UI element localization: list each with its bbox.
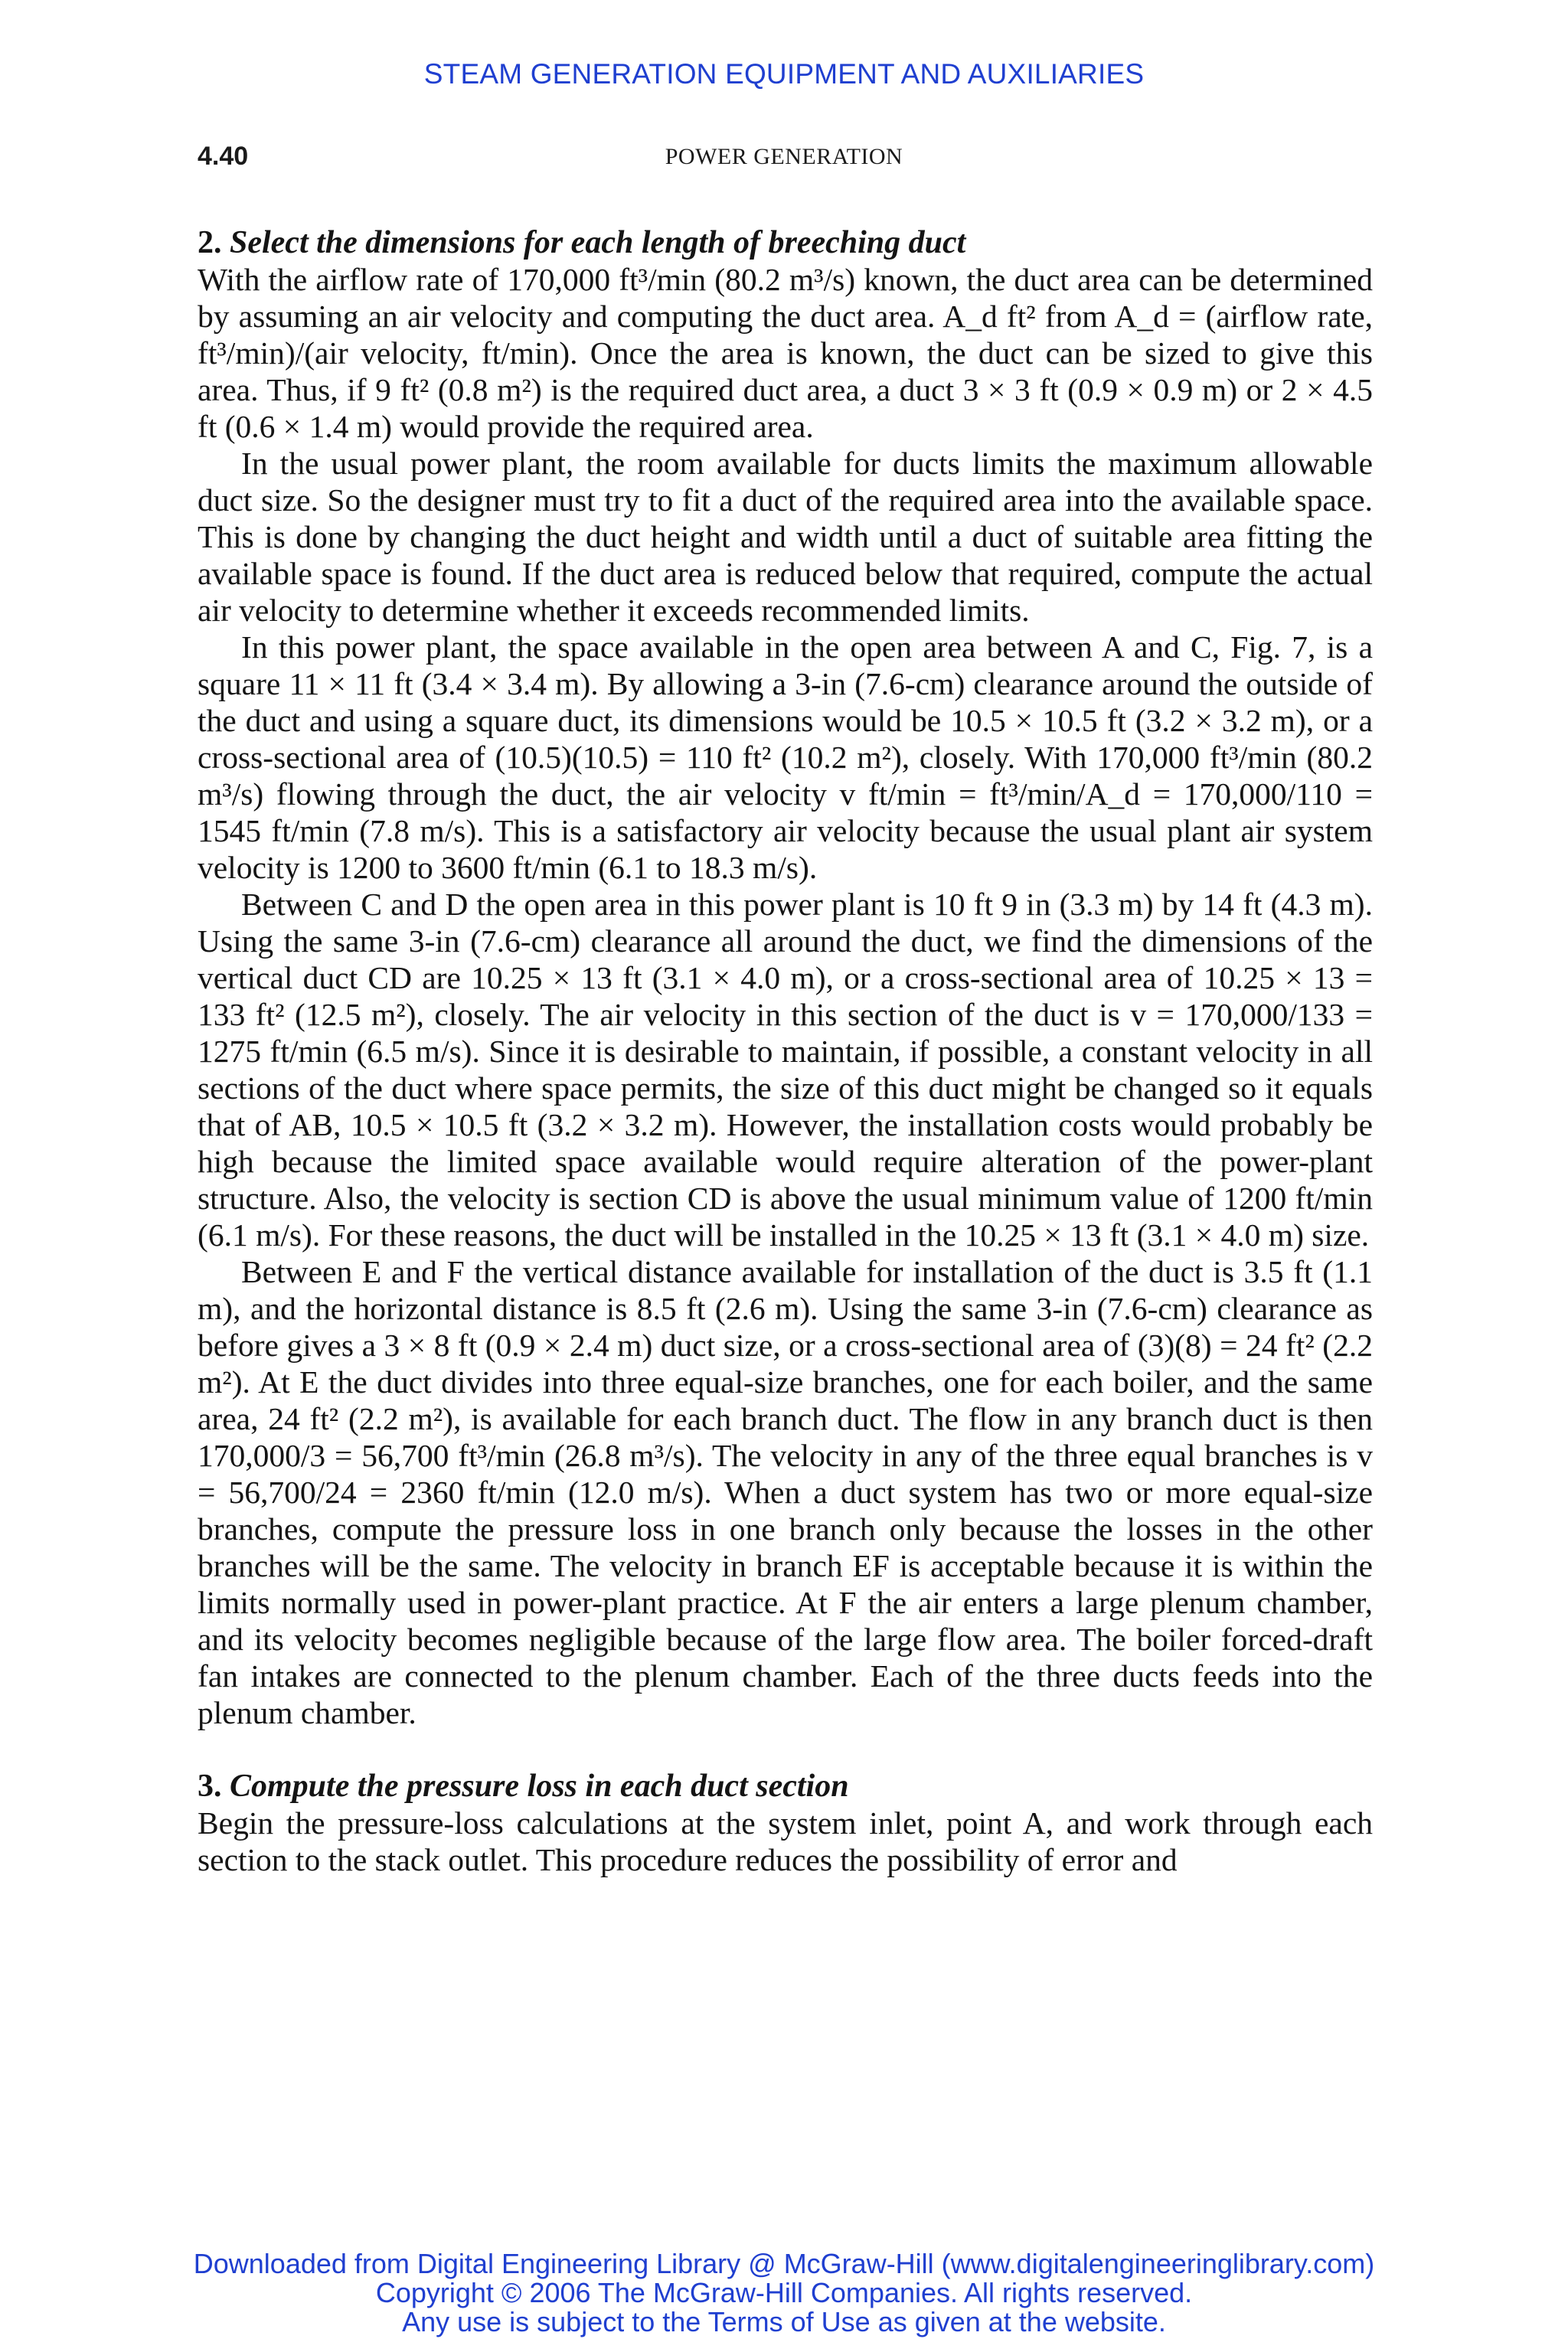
download-footer xyxy=(0,2249,1568,2337)
paragraph: In the usual power plant, the room available for ducts limits the maximum allowable duct size. So the designer must try to fit a duct of the required area into the available space. This is done by changing the duct height and width until a duct of suitable area fitting the available space is found. If the duct area is reduced below that required, compute the actual air velocity to determine whether it exceeds recommended limits. xyxy=(198,446,1373,628)
footer-copyright: Copyright © 2006 The McGraw-Hill Companies. All rights reserved. xyxy=(375,2277,1193,2308)
paragraph: Between C and D the open area in this power plant is 10 ft 9 in (3.3 m) by 14 ft (4.3 m). Using the same 3-in (7.6-cm) clearance all around the duct, we find the dimensions of the vertical duct CD are 10.25 × 13 ft (3.1 × 4.0 m), or a cross-sectional area of 10.25 × 13 = 133 ft² (12.5 m²), closely. The air velocity in this section of the duct is v = 170,000/133 = 1275 ft/min (6.5 m/s). Since it is desirable to maintain, if possible, a constant velocity in all sections of the duct where space permits, the size of this duct might be changed so it equals that of AB, 10.5 × 10.5 ft (3.2 × 3.2 m). However, the installation costs would probably be high because the limited space available would require alteration of the power-plant structure. Also, the velocity is section CD is above the usual minimum value of 1200 ft/min (6.1 m/s). For these reasons, the duct will be installed in the 10.25 × 13 ft (3.1 × 4.0 m) size. xyxy=(198,887,1373,1253)
body-text xyxy=(198,224,1373,1878)
paragraph: Between E and F the vertical distance available for installation of the duct is 3.5 ft (1.1 m), and the horizontal distance is 8.5 ft (2.6 m). Using the same 3-in (7.6-cm) clearance as before gives a 3 × 8 ft (0.9 × 2.4 m) duct size, or a cross-sectional area of (3)(8) = 24 ft² (2.2 m²). At E the duct divides into three equal-size branches, one for each boiler, and the same area, 24 ft² (2.2 m²), is available for each branch duct. The flow in any branch duct is then 170,000/3 = 56,700 ft³/min (26.8 m³/s). The velocity in any of the three equal branches is v = 56,700/24 = 2360 ft/min (12.0 m/s). When a duct system has two or more equal-size branches, compute the pressure loss in one branch only because the losses in the other branches will be the same. The velocity in branch EF is acceptable because it is within the limits normally used in power-plant practice. At F the air enters a large plenum chamber, and its velocity becomes negligible because of the large flow area. The boiler forced-draft fan intakes are connected to the plenum chamber. Each of the three ducts feeds into the plenum chamber. xyxy=(198,1254,1373,1730)
step-2-title: Select the dimensions for each length of breeching duct xyxy=(230,225,966,260)
paragraph: In this power plant, the space available in the open area between A and C, Fig. 7, is a square 11 × 11 ft (3.4 × 3.4 m). By allowing a 3-in (7.6-cm) clearance around the outside of the duct and using a square duct, its dimensions would be 10.5 × 10.5 ft (3.2 × 3.2 m), or a cross-sectional area of (10.5)(10.5) = 110 ft² (10.2 m²), closely. With 170,000 ft³/min (80.2 m³/s) flowing through the duct, the air velocity v ft/min = ft³/min/A_d = 170,000/110 = 1545 ft/min (7.8 m/s). This is a satisfactory air velocity because the usual plant air system velocity is 1200 to 3600 ft/min (6.1 to 18.3 m/s). xyxy=(198,629,1373,885)
footer-download-link[interactable]: Downloaded from Digital Engineering Library @ McGraw-Hill (www.digitalengineeringlibrary.com) xyxy=(193,2248,1375,2279)
step-2-number: 2. xyxy=(198,225,222,260)
step-3-number: 3. xyxy=(198,1769,222,1804)
paragraph: With the airflow rate of 170,000 ft³/min (80.2 m³/s) known, the duct area can be determined by assuming an air velocity and computing the duct area. A_d ft² from A_d = (airflow rate, ft³/min)/(air velocity, ft/min). Once the area is known, the duct can be sized to give this area. Thus, if 9 ft² (0.8 m²) is the required duct area, a duct 3 × 3 ft (0.9 × 0.9 m) or 2 × 4.5 ft (0.6 × 1.4 m) would provide the required area. xyxy=(198,262,1373,444)
step-3-title: Compute the pressure loss in each duct section xyxy=(230,1769,849,1804)
page-number: 4.40 xyxy=(198,142,249,171)
source-banner[interactable]: STEAM GENERATION EQUIPMENT AND AUXILIARIES xyxy=(423,58,1145,90)
running-head: POWER GENERATION xyxy=(665,144,903,169)
paragraph: Begin the pressure-loss calculations at the system inlet, point A, and work through each section to the stack outlet. This procedure reduces the possibility of error and xyxy=(198,1805,1373,1877)
step-3-heading xyxy=(198,1768,1373,1805)
footer-terms-link[interactable]: Any use is subject to the Terms of Use as given at the website. xyxy=(402,2306,1166,2337)
step-2-heading xyxy=(198,224,1373,261)
